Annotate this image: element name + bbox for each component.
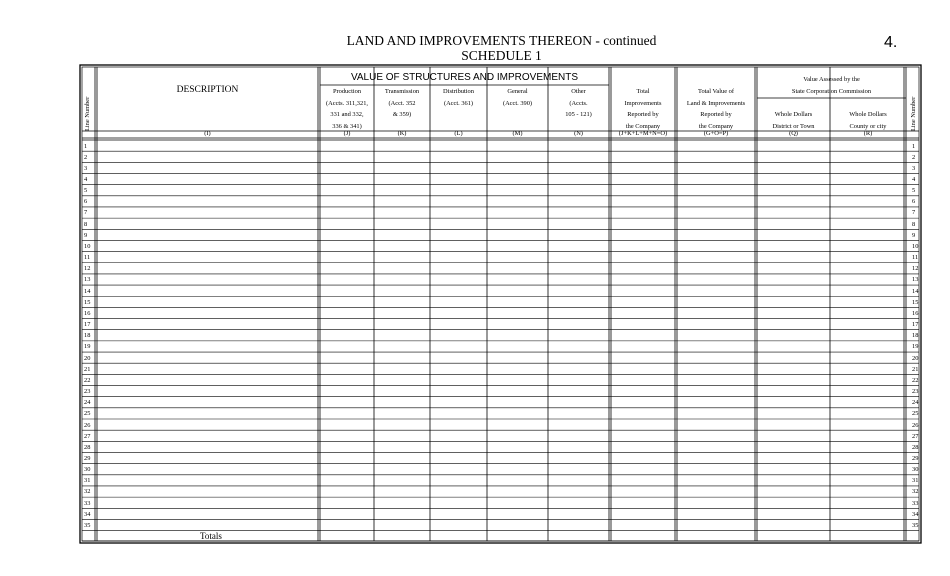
- row-number-left: 24: [84, 399, 91, 407]
- column-header-text: 336 & 341): [332, 122, 362, 130]
- row-number-left: 3: [84, 164, 88, 172]
- row-number-right: 11: [912, 254, 919, 262]
- row-number-left: 15: [84, 298, 91, 306]
- column-header-text: the Company: [698, 122, 734, 130]
- column-header-text: & 359): [392, 111, 412, 118]
- row-number-left: 23: [84, 388, 91, 396]
- assessed-header-text: Value Assessed by the: [803, 76, 860, 83]
- row-number-left: 11: [84, 254, 91, 262]
- row-number-right: 16: [912, 309, 919, 317]
- column-header-text: Improvements: [624, 99, 662, 107]
- row-number-left: 6: [84, 198, 88, 206]
- row-number-left: 20: [84, 354, 91, 362]
- assessed-header-text: State Corporation Commission: [791, 87, 872, 95]
- column-header-text: 105 - 121): [565, 111, 592, 118]
- column-header-text: Total: [636, 88, 650, 95]
- column-header-text: Distribution: [443, 88, 474, 95]
- column-header-text: (Accts. 311,321,: [325, 99, 368, 107]
- row-number-right: 27: [912, 432, 919, 440]
- row-number-left: 5: [84, 187, 88, 195]
- row-number-left: 17: [84, 321, 91, 329]
- column-header-text: 331 and 332,: [330, 111, 364, 118]
- row-number-left: 26: [84, 421, 91, 429]
- description-header: DESCRIPTION: [176, 85, 239, 95]
- row-number-right: 3: [912, 164, 916, 172]
- row-number-left: 16: [84, 309, 91, 317]
- row-number-left: 29: [84, 454, 91, 462]
- column-header-text: Production: [332, 88, 362, 95]
- row-number-left: 2: [84, 153, 88, 161]
- row-number-left: 21: [84, 365, 91, 373]
- page-title: LAND AND IMPROVEMENTS THEREON - continued: [346, 33, 657, 48]
- row-number-right: 18: [912, 332, 919, 340]
- row-number-right: 21: [912, 365, 919, 373]
- column-header-text: Whole Dollars: [849, 111, 887, 118]
- row-number-left: 1: [84, 142, 88, 150]
- row-number-right: 14: [912, 287, 919, 295]
- row-number-right: 33: [912, 499, 919, 507]
- row-number-left: 27: [84, 432, 91, 440]
- column-code: (J+K+L+M+N=O): [618, 130, 668, 137]
- value-group-header: VALUE OF STRUCTURES AND IMPROVEMENTS: [350, 72, 579, 83]
- row-number-right: 13: [912, 276, 919, 284]
- row-number-left: 4: [84, 175, 88, 183]
- row-number-right: 34: [912, 510, 919, 518]
- row-number-left: 14: [84, 287, 91, 295]
- row-number-right: 35: [912, 521, 919, 529]
- row-number-right: 10: [912, 242, 919, 250]
- column-header-text: Transmission: [384, 88, 420, 95]
- column-header-text: District or Town: [772, 122, 815, 130]
- row-number-right: 2: [912, 153, 916, 161]
- row-number-right: 32: [912, 488, 919, 496]
- row-number-left: 18: [84, 332, 91, 340]
- column-header-text: (Acct. 352: [388, 99, 416, 107]
- row-number-right: 7: [912, 209, 916, 217]
- row-number-right: 4: [912, 175, 916, 183]
- column-header-text: County or city: [849, 122, 887, 130]
- column-code: (Q): [789, 130, 798, 137]
- column-header-text: Whole Dollars: [774, 111, 813, 118]
- row-number-left: 12: [84, 265, 91, 273]
- row-number-right: 24: [912, 399, 919, 407]
- row-number-right: 17: [912, 321, 919, 329]
- row-number-right: 26: [912, 421, 919, 429]
- totals-label: Totals: [200, 531, 222, 542]
- row-number-left: 35: [84, 521, 91, 529]
- row-number-left: 31: [84, 477, 91, 485]
- column-header-text: Other: [571, 88, 586, 95]
- column-code: (J): [343, 130, 351, 137]
- row-number-left: 8: [84, 220, 88, 228]
- schedule-label: SCHEDULE 1: [461, 48, 542, 63]
- column-header-text: Reported by: [627, 111, 659, 118]
- row-number-left: 33: [84, 499, 91, 507]
- column-code: (G+O=P): [703, 130, 729, 137]
- row-number-right: 31: [912, 477, 919, 485]
- row-number-right: 29: [912, 454, 919, 462]
- column-code: (N): [574, 130, 583, 137]
- row-number-right: 20: [912, 354, 919, 362]
- description-code: (I): [204, 130, 211, 137]
- row-number-left: 7: [84, 209, 88, 217]
- column-code: (M): [512, 130, 523, 137]
- row-number-left: 13: [84, 276, 91, 284]
- row-number-right: 25: [912, 410, 919, 418]
- row-number-left: 30: [84, 466, 91, 474]
- row-number-left: 19: [84, 343, 91, 351]
- column-code: (L): [454, 130, 463, 137]
- row-number-left: 34: [84, 510, 91, 518]
- row-number-left: 10: [84, 242, 91, 250]
- column-header-text: [430, 109, 487, 121]
- row-number-right: 12: [912, 265, 919, 273]
- row-number-right: 30: [912, 466, 919, 474]
- column-header-text: (Acct. 390): [502, 99, 533, 107]
- page-number: 4.: [884, 34, 898, 51]
- column-header-text: Reported by: [700, 111, 732, 118]
- column-header-text: the Company: [625, 122, 661, 130]
- row-number-left: 25: [84, 410, 91, 418]
- column-code: (K): [397, 130, 407, 137]
- line-number-header: Line Number: [910, 96, 917, 131]
- row-number-right: 6: [912, 198, 916, 206]
- row-number-right: 28: [912, 443, 919, 451]
- row-number-right: 15: [912, 298, 919, 306]
- column-header-text: General: [507, 88, 528, 95]
- column-header-text: Land & Improvements: [686, 99, 746, 107]
- row-number-right: 5: [912, 187, 916, 195]
- row-number-right: 8: [912, 220, 916, 228]
- row-number-left: 22: [84, 376, 91, 384]
- column-header-text: [487, 109, 548, 121]
- row-number-left: 32: [84, 488, 91, 496]
- column-header-text: Total Value of: [698, 88, 734, 95]
- row-number-right: 23: [912, 388, 919, 396]
- row-number-left: 9: [84, 231, 88, 239]
- row-number-right: 9: [912, 231, 916, 239]
- row-number-right: 1: [912, 142, 916, 150]
- column-code: (R): [863, 130, 873, 137]
- line-number-header: Line Number: [84, 96, 91, 131]
- row-number-left: 28: [84, 443, 91, 451]
- column-header-text: (Acct. 361): [443, 99, 474, 107]
- column-header-text: (Accts.: [569, 99, 588, 107]
- row-number-right: 19: [912, 343, 919, 351]
- row-number-right: 22: [912, 376, 919, 384]
